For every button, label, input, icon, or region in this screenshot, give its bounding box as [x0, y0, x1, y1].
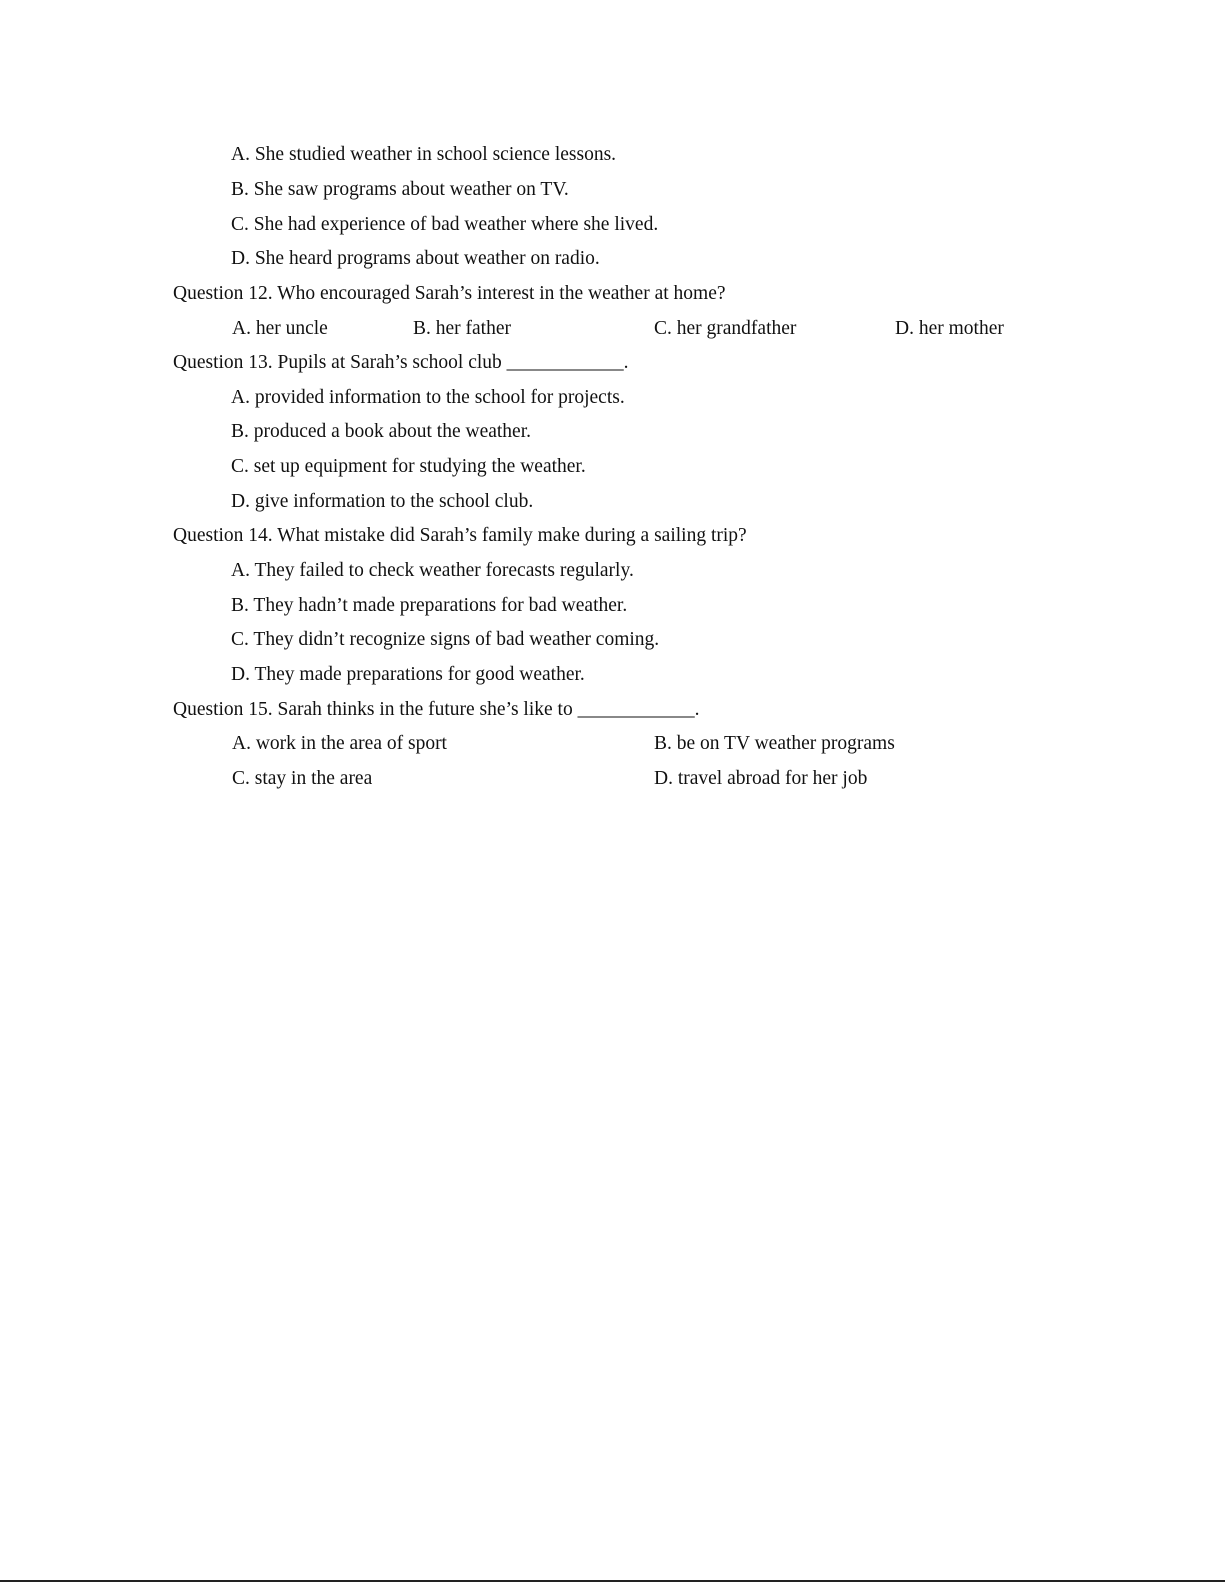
q11-option-d: D. She heard programs about weather on radio.: [231, 248, 600, 269]
q14-option-a: A. They failed to check weather forecasts regularly.: [231, 560, 634, 581]
q15-option-b: B. be on TV weather programs: [654, 733, 895, 754]
q14-option-b: B. They hadn’t made preparations for bad weather.: [231, 595, 628, 616]
q13-text: Question 13. Pupils at Sarah’s school club ____________.: [173, 352, 629, 373]
q12-option-d: D. her mother: [895, 318, 1004, 339]
q13-option-c: C. set up equipment for studying the weather.: [231, 456, 586, 477]
q13-option-b: B. produced a book about the weather.: [231, 421, 531, 442]
q15-option-d: D. travel abroad for her job: [654, 768, 868, 789]
q12-option-a: A. her uncle: [232, 318, 328, 339]
q15-option-c: C. stay in the area: [232, 768, 373, 789]
q13-option-a: A. provided information to the school for projects.: [231, 387, 625, 408]
q15-option-a: A. work in the area of sport: [232, 733, 447, 754]
q11-option-c: C. She had experience of bad weather where she lived.: [231, 214, 659, 235]
q14-option-c: C. They didn’t recognize signs of bad weather coming.: [231, 629, 660, 650]
q11-option-b: B. She saw programs about weather on TV.: [231, 179, 569, 200]
q12-text: Question 12. Who encouraged Sarah’s interest in the weather at home?: [173, 283, 726, 304]
q14-option-d: D. They made preparations for good weather.: [231, 664, 585, 685]
q14-text: Question 14. What mistake did Sarah’s family make during a sailing trip?: [173, 525, 747, 546]
q13-option-d: D. give information to the school club.: [231, 491, 534, 512]
q11-option-a: A. She studied weather in school science lessons.: [231, 144, 617, 165]
q12-option-b: B. her father: [413, 318, 511, 339]
q15-text: Question 15. Sarah thinks in the future she’s like to ____________.: [173, 699, 700, 720]
q12-option-c: C. her grandfather: [654, 318, 797, 339]
page-bottom-rule: [0, 1580, 1225, 1582]
